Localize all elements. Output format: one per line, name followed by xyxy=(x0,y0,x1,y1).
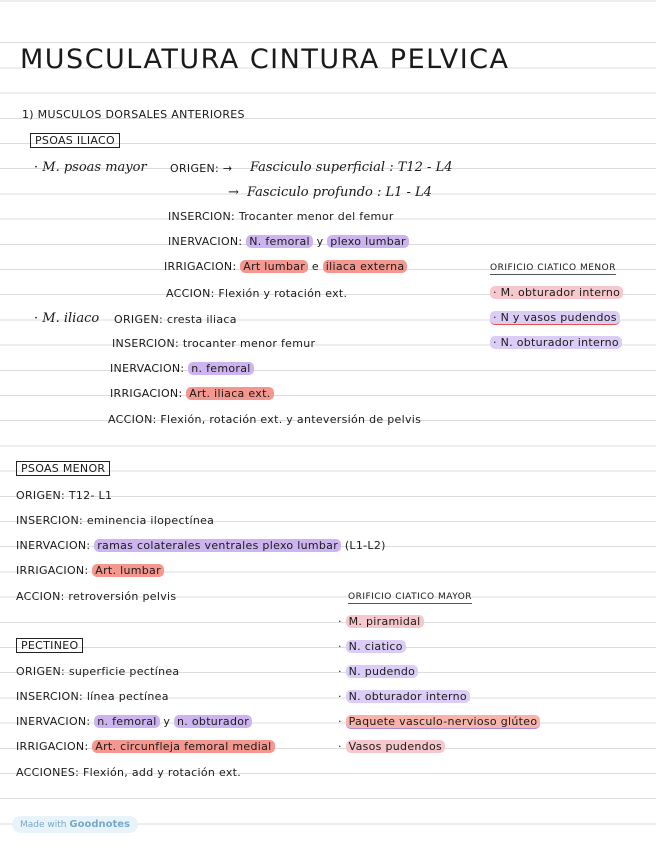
psoas-mayor-name: · M. psoas mayor xyxy=(34,160,147,175)
iliaco-origen: ORIGEN: cresta iliaca xyxy=(114,313,237,326)
irrigacion-circunfleja: Art. circunfleja femoral medial xyxy=(92,740,274,753)
orificio-mayor-item: · Vasos pudendos xyxy=(338,741,445,752)
orificio-mayor-item: · N. ciatico xyxy=(338,641,406,652)
inervacion-y: y xyxy=(316,235,324,248)
irrigacion-label: IRRIGACION: xyxy=(164,260,237,273)
orificio-mayor-item: · Paquete vasculo-nervioso glúteo xyxy=(338,716,540,727)
orificio-mayor-item: · M. piramidal xyxy=(338,616,424,627)
inervacion-plexo-lumbar: plexo lumbar xyxy=(327,235,409,248)
section-heading: 1) MUSCULOS DORSALES ANTERIORES xyxy=(22,108,245,121)
pectineo-irrigacion xyxy=(16,741,275,752)
irrigacion-label: IRRIGACION: xyxy=(110,387,183,400)
orificio-menor-obturador: · M. obturador interno xyxy=(490,286,623,299)
irrigacion-art-lumbar: Art. lumbar xyxy=(92,564,164,577)
psoas-mayor-inervacion xyxy=(168,236,409,247)
iliaco-insercion: INSERCION: trocanter menor femur xyxy=(112,337,316,350)
orificio-menor-item xyxy=(490,287,623,298)
orificio-mayor-item: · N. pudendo xyxy=(338,666,418,677)
psoas-mayor-irrigacion xyxy=(164,261,407,272)
pectineo-inervacion xyxy=(16,716,252,727)
orificio-mayor-title: ORIFICIO CIATICO MAYOR xyxy=(348,592,473,602)
psoas-menor-origen: ORIGEN: T12- L1 xyxy=(16,489,113,502)
inervacion-label: INERVACION: xyxy=(16,715,91,728)
pectineo-insercion: INSERCION: línea pectínea xyxy=(16,690,169,703)
iliaco-name: · M. iliaco xyxy=(34,311,100,326)
psoas-iliaco-box: PSOAS ILIACO xyxy=(30,133,120,148)
pectineo-box: PECTINEO xyxy=(16,638,83,653)
orificio-menor-title: ORIFICIO CIATICO MENOR xyxy=(490,263,617,273)
psoas-mayor-accion: ACCION: Flexión y rotación ext. xyxy=(166,287,348,300)
iliaco-accion: ACCION: Flexión, rotación ext. y anteversión de pelvis xyxy=(108,413,422,426)
inervacion-y: y xyxy=(163,715,171,728)
psoas-menor-irrigacion xyxy=(16,565,164,576)
iliaco-inervacion xyxy=(110,363,254,374)
inervacion-femoral: n. femoral xyxy=(188,362,253,375)
orificio-mayor-ciatico: N. ciatico xyxy=(346,640,406,653)
orificio-menor-item xyxy=(490,337,622,348)
irrigacion-iliaca-externa: iliaca externa xyxy=(323,260,408,273)
psoas-menor-accion: ACCION: retroversión pelvis xyxy=(16,590,177,603)
irrigacion-label: IRRIGACION: xyxy=(16,564,89,577)
irrigacion-art-lumbar: Art lumbar xyxy=(240,260,308,273)
inervacion-label: INERVACION: xyxy=(168,235,243,248)
orificio-mayor-item: · N. obturador interno xyxy=(338,691,470,702)
psoas-mayor-origen-label: ORIGEN: → xyxy=(170,162,233,175)
psoas-menor-inervacion xyxy=(16,540,386,551)
orificio-menor-vasos: · N y vasos pudendos xyxy=(490,311,620,325)
goodnotes-badge[interactable] xyxy=(12,816,138,833)
iliaco-irrigacion xyxy=(110,388,274,399)
psoas-mayor-origen-arrow: → xyxy=(228,185,239,200)
psoas-mayor-origen-2: Fasciculo profundo : L1 - L4 xyxy=(247,185,432,200)
orificio-menor-item xyxy=(490,312,620,323)
psoas-mayor-origen-1: Fasciculo superficial : T12 - L4 xyxy=(250,160,453,175)
inervacion-ramas: ramas colaterales ventrales plexo lumbar xyxy=(94,539,341,552)
inervacion-femoral: n. femoral xyxy=(94,715,159,728)
pectineo-origen: ORIGEN: superficie pectínea xyxy=(16,665,180,678)
inervacion-obturador: n. obturador xyxy=(174,715,252,728)
badge-brand: Goodnotes xyxy=(69,819,130,830)
inervacion-label: INERVACION: xyxy=(110,362,185,375)
page-title: MUSCULATURA CINTURA PELVICA xyxy=(20,44,510,75)
irrigacion-iliaca-ext: Art. iliaca ext. xyxy=(186,387,273,400)
inervacion-label: INERVACION: xyxy=(16,539,91,552)
badge-prefix: Made with xyxy=(20,820,67,830)
psoas-menor-box: PSOAS MENOR xyxy=(16,461,110,476)
inervacion-femoral: N. femoral xyxy=(246,235,313,248)
inervacion-suffix: (L1-L2) xyxy=(344,539,386,552)
orificio-mayor-pudendo: N. pudendo xyxy=(346,665,419,678)
orificio-mayor-obturador: N. obturador interno xyxy=(346,690,470,703)
irrigacion-e: e xyxy=(311,260,319,273)
psoas-mayor-insercion: INSERCION: Trocanter menor del femur xyxy=(168,210,394,223)
orificio-mayor-piramidal: M. piramidal xyxy=(346,615,424,628)
irrigacion-label: IRRIGACION: xyxy=(16,740,89,753)
orificio-mayor-paquete: Paquete vasculo-nervioso glúteo xyxy=(346,715,541,729)
pectineo-acciones: ACCIONES: Flexión, add y rotación ext. xyxy=(16,766,242,779)
psoas-menor-insercion: INSERCION: eminencia ilopectínea xyxy=(16,514,215,527)
orificio-menor-n-obturador: · N. obturador interno xyxy=(490,336,622,349)
orificio-mayor-vasos: Vasos pudendos xyxy=(346,740,445,753)
